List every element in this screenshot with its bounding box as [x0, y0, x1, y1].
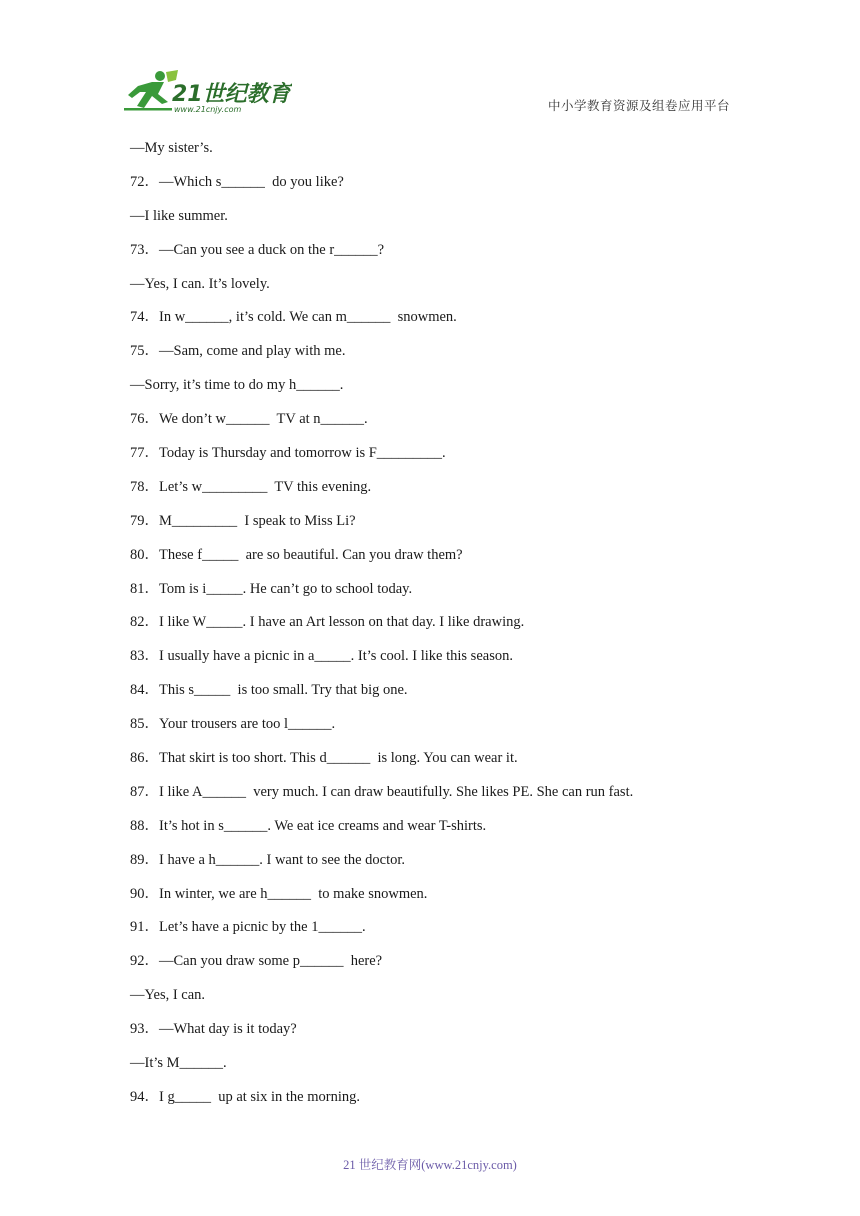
header-tagline: 中小学教育资源及组卷应用平台 [547, 98, 730, 113]
exercise-line: 94．I g_____ up at six in the morning. [130, 1088, 360, 1105]
exercise-line: 89．I have a h______. I want to see the doctor. [130, 851, 406, 868]
exercise-line: 77．Today is Thursday and tomorrow is F_________. [130, 445, 446, 462]
exercise-line: 74．In w______, it’s cold. We can m______ snowmen. [130, 309, 457, 326]
exercise-line: 90．In winter, we are h______ to make snowmen. [130, 885, 428, 902]
exercise-line: 75．—Sam, come and play with me. [130, 343, 346, 360]
runner-logo-icon [122, 68, 292, 116]
exercise-line: 80．These f_____ are so beautiful. Can you draw them? [130, 546, 463, 563]
exercise-line: 91．Let’s have a picnic by the 1______. [130, 919, 366, 936]
exercise-line: —My sister’s. [130, 140, 213, 156]
exercise-line: 87．I like A______ very much. I can draw beautifully. She likes PE. She can run fast. [130, 783, 634, 800]
exercise-line: —It’s M______. [130, 1055, 227, 1072]
exercise-line: 86．That skirt is too short. This d______ is long. You can wear it. [130, 750, 518, 767]
exercise-line: —I like summer. [130, 207, 228, 224]
exercise-line: 79．M_________ I speak to Miss Li? [130, 512, 356, 529]
exercise-line: 72．—Which s______ do you like? [130, 173, 344, 190]
exercise-line: 82．I like W_____. I have an Art lesson on that day. I like drawing. [130, 614, 525, 631]
exercise-line: —Yes, I can. [130, 987, 206, 1004]
exercise-line: 73．—Can you see a duck on the r______? [130, 241, 385, 258]
site-logo[interactable] [122, 68, 292, 116]
exercise-line: 76．We don’t w______ TV at n______. [130, 411, 368, 428]
logo-url: www.21cnjy.com [174, 105, 242, 114]
exercise-line: 88．It’s hot in s______. We eat ice creams and wear T-shirts. [130, 817, 487, 834]
exercise-line: —Sorry, it’s time to do my h______. [130, 377, 344, 394]
page-footer: 21 世纪教育网(www.21cnjy.com) [343, 1158, 517, 1172]
exercise-line: —Yes, I can. It’s lovely. [130, 275, 270, 292]
exercise-line: 92．—Can you draw some p______ here? [130, 953, 383, 970]
page-header [0, 0, 860, 125]
exercise-line: 78．Let’s w_________ TV this evening. [130, 478, 372, 495]
exercise-line: 93．—What day is it today? [130, 1021, 297, 1038]
logo-wordmark: 21世纪教育 [172, 82, 291, 107]
exercise-line: 85．Your trousers are too l______. [130, 716, 336, 733]
exercise-line: 81．Tom is i_____. He can’t go to school today. [130, 580, 413, 597]
exercise-line: 84．This s_____ is too small. Try that big one. [130, 682, 408, 699]
exercise-line: 83．I usually have a picnic in a_____. It’s cool. I like this season. [130, 648, 513, 665]
exercise-list [130, 139, 750, 1122]
